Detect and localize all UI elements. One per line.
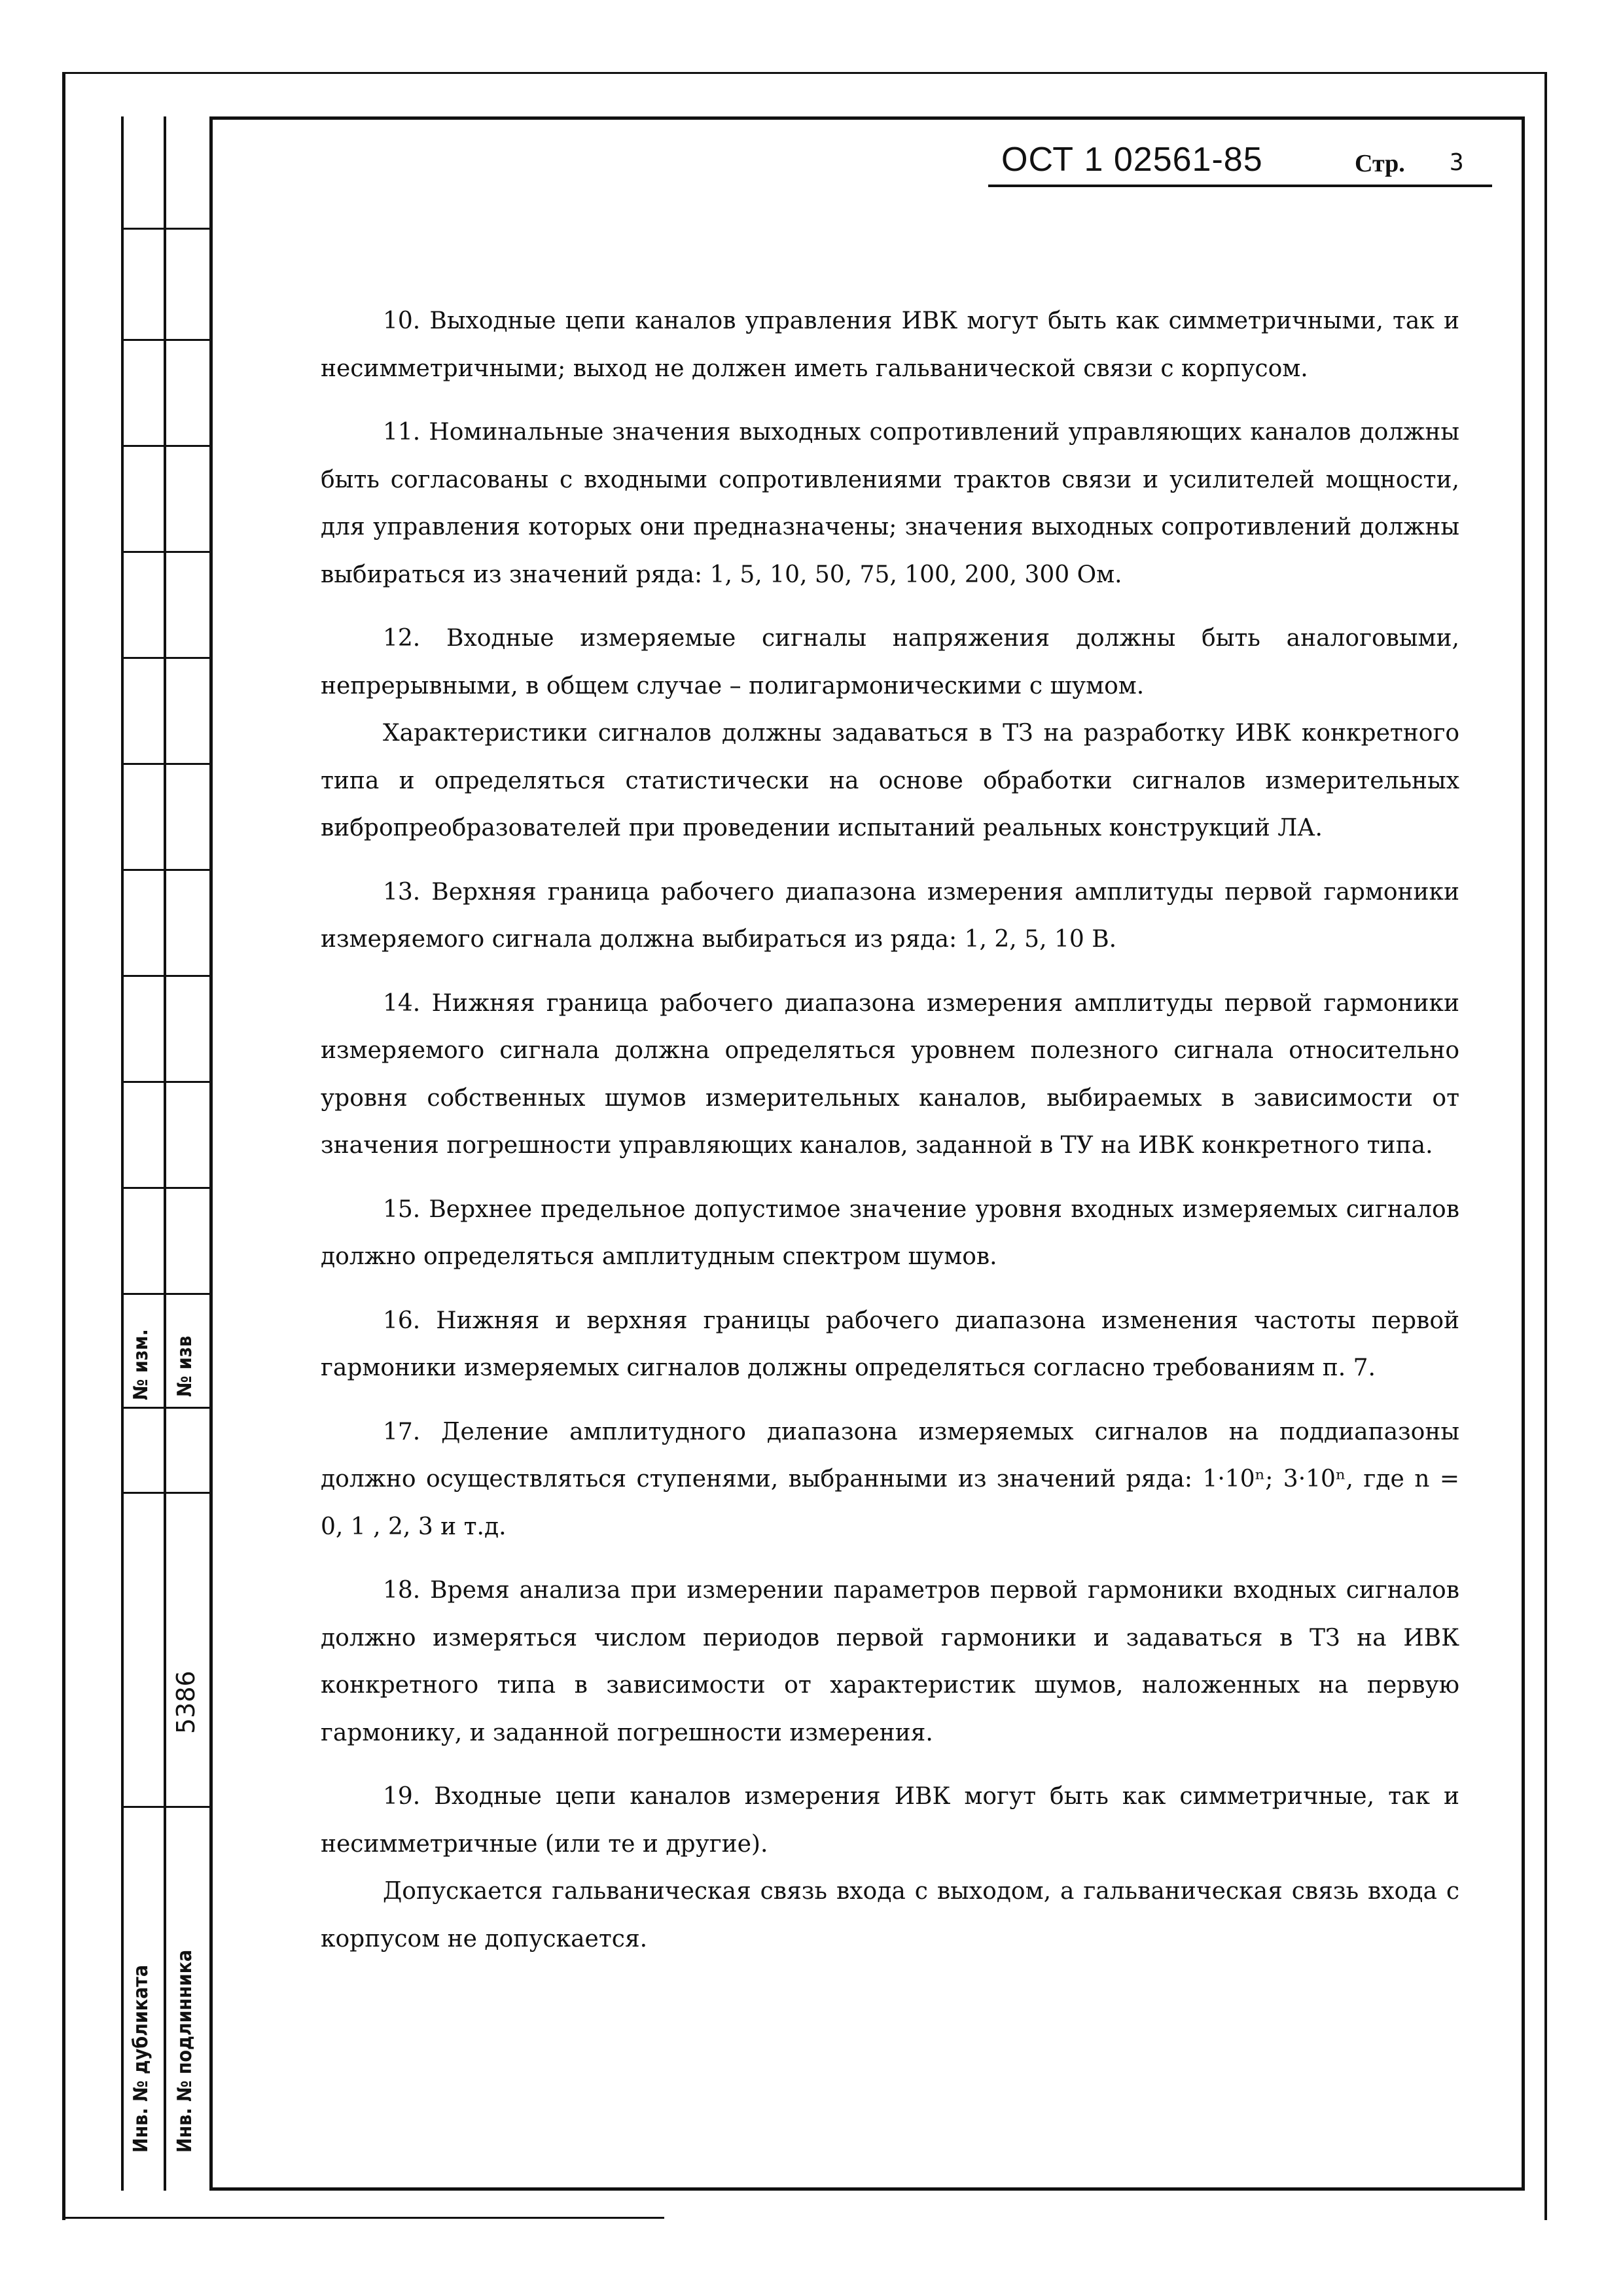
stamp-grid-line	[121, 339, 209, 341]
document-number: 5386	[171, 1670, 200, 1734]
original-inventory-label: Инв. № подлинника	[173, 1949, 196, 2153]
stamp-grid-line	[121, 1293, 209, 1295]
paragraph-10: 10. Выходные цепи каналов управления ИВК могут быть как симметричными, так и несимметричными; выход не должен иметь гальванической связи с корпусом.	[321, 308, 1459, 382]
paragraph-17: 17. Деление амплитудного диапазона измеряемых сигналов на поддиапазоны должно осуществляться ступенями, выбранными из значений ряда: 1·10ⁿ; 3·10ⁿ, где n = 0, 1 , 2, 3 и т.д.	[321, 1418, 1459, 1540]
paragraph-14: 14. Нижняя граница рабочего диапазона измерения амплитуды первой гармоники измеряемого сигнала должна определяться уровнем полезного сигнала относительно уровня собственных шумов измерительных каналов, выбираемых в зависимости от значения погрешности управляющих каналов, заданной в ТУ на ИВК конкретного типа.	[321, 989, 1459, 1159]
paragraph-12: 12. Входные измеряемые сигналы напряжения должны быть аналоговыми, непрерывными, в общем случае – полигармоническими с шумом.	[321, 625, 1459, 699]
paragraph-18: 18. Время анализа при измерении параметров первой гармоники входных сигналов должно измеряться числом периодов первой гармоники и задаваться в ТЗ на ИВК конкретного типа в зависимости от характеристик шумов, наложенных на первую гармонику, и заданной погрешности измерения.	[321, 1577, 1459, 1746]
paragraph-15: 15. Верхнее предельное допустимое значение уровня входных измеряемых сигналов должно определяться амплитудным спектром шумов.	[321, 1195, 1459, 1270]
stamp-grid-line	[121, 763, 209, 765]
stamp-column-outer	[121, 116, 166, 2191]
stamp-grid-line	[121, 1492, 209, 1494]
sheet-bottom-rule	[62, 2217, 664, 2219]
stamp-grid-line	[121, 1806, 209, 1808]
stamp-sidebar	[121, 116, 209, 2191]
stamp-column-inner	[164, 116, 212, 2191]
stamp-grid-line	[121, 1081, 209, 1083]
document-body	[321, 298, 1459, 1979]
duplicate-inventory-label: Инв. № дубликата	[130, 1964, 152, 2153]
paragraph-16: 16. Нижняя и верхняя границы рабочего диапазона изменения частоты первой гармоники измеряемых сигналов должны определяться согласно требованиям п. 7.	[321, 1307, 1459, 1381]
stamp-grid-line	[121, 1407, 209, 1409]
paragraph-11: 11. Номинальные значения выходных сопротивлений управляющих каналов должны быть согласованы с входными сопротивлениями трактов связи и усилителей мощности, для управления которых они предназначены; значения выходных сопротивлений должны выбираться из значений ряда: 1, 5, 10, 50, 75, 100, 200, 300 Ом.	[321, 419, 1459, 588]
stamp-grid-line	[121, 657, 209, 659]
paragraph-13: 13. Верхняя граница рабочего диапазона измерения амплитуды первой гармоники измеряемого сигнала должна выбираться из ряда: 1, 2, 5, 10 В.	[321, 878, 1459, 953]
page-label: Стр.	[1355, 150, 1405, 177]
stamp-grid-line	[121, 975, 209, 977]
paragraph-12-characteristics: Характеристики сигналов должны задаваться в ТЗ на разработку ИВК конкретного типа и определяться статистически на основе обработки сигналов измерительных вибропреобразователей при проведении испытаний реальных конструкций ЛА.	[321, 720, 1459, 841]
header-rule	[988, 185, 1492, 187]
paragraph-19: 19. Входные цепи каналов измерения ИВК могут быть как симметричные, так и несимметричные (или те и другие).	[321, 1783, 1459, 1858]
page-number: 3	[1450, 149, 1464, 176]
stamp-grid-line	[121, 551, 209, 553]
page-header	[982, 140, 1492, 186]
stamp-grid-line	[121, 1187, 209, 1189]
notice-number-label: № изв	[173, 1335, 196, 1397]
stamp-grid-line	[121, 228, 209, 230]
change-number-label: № изм.	[130, 1329, 152, 1400]
standard-number: ОСТ 1 02561-85	[1001, 141, 1263, 179]
stamp-grid-line	[121, 869, 209, 871]
stamp-grid-line	[121, 445, 209, 447]
paragraph-19-galvanic: Допускается гальваническая связь входа с выходом, а гальваническая связь входа с корпусом не допускается.	[321, 1878, 1459, 1952]
